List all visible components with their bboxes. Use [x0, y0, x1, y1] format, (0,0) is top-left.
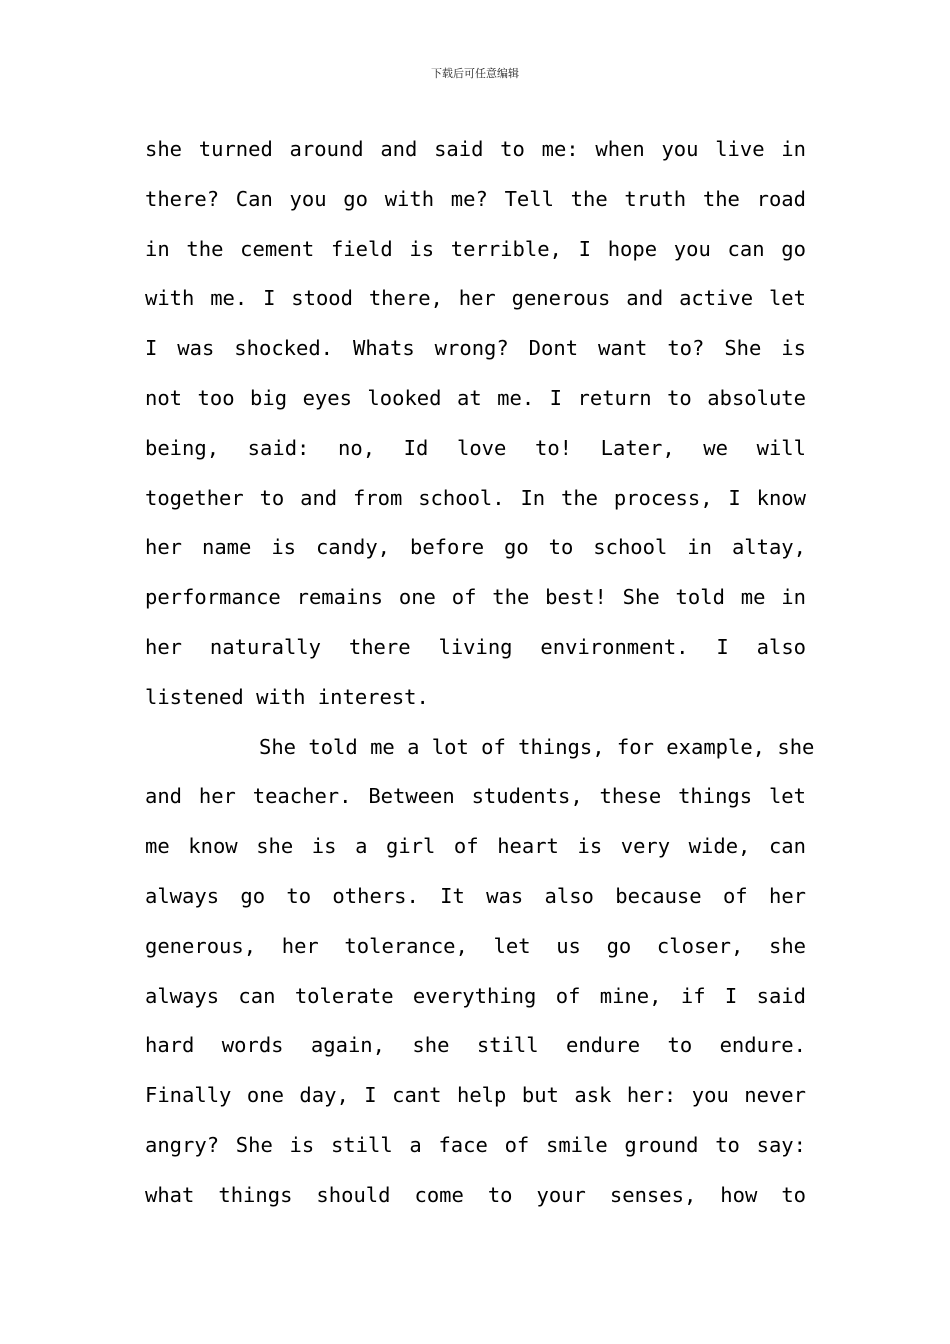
text-line: not too big eyes looked at me. I return to absolute [145, 385, 806, 410]
page-header: 下载后可任意编辑 [431, 67, 519, 80]
text-line: in the cement field is terrible, I hope you can go [145, 236, 806, 261]
text-line: hard words again, she still endure to endure. [145, 1033, 806, 1058]
text-line: her name is candy, before go to school in altay, [145, 535, 806, 560]
text-line: me know she is a girl of heart is very wide, can [145, 834, 806, 859]
text-line: always can tolerate everything of mine, if I said [145, 983, 806, 1008]
text-line: Finally one day, I cant help but ask her: you never [145, 1083, 806, 1108]
text-line: listened with interest. [145, 684, 429, 709]
text-line: there? Can you go with me? Tell the truth the road [145, 186, 806, 211]
text-line: what things should come to your senses, how to [145, 1182, 806, 1207]
text-line: performance remains one of the best! She told me in [145, 585, 806, 610]
text-line: generous, her tolerance, let us go closer, she [145, 933, 806, 958]
text-line: with me. I stood there, her generous and active let [145, 286, 806, 311]
text-line: always go to others. It was also because of her [145, 883, 806, 908]
text-line: and her teacher. Between students, these things let [145, 784, 806, 809]
paragraph-2 [145, 723, 815, 1221]
text-line: her naturally there living environment. I also [145, 634, 806, 659]
document-body [145, 125, 815, 1221]
text-line: being, said: no, Id love to! Later, we will [145, 435, 806, 460]
paragraph-1 [145, 125, 806, 723]
text-line: together to and from school. In the process, I know [145, 485, 806, 510]
text-line: she turned around and said to me: when you live in [145, 137, 806, 161]
text-line: angry? She is still a face of smile ground to say: [145, 1132, 806, 1157]
text-line: I was shocked. Whats wrong? Dont want to? She is [145, 336, 806, 361]
text-line: She told me a lot of things, for example, she [259, 734, 815, 759]
